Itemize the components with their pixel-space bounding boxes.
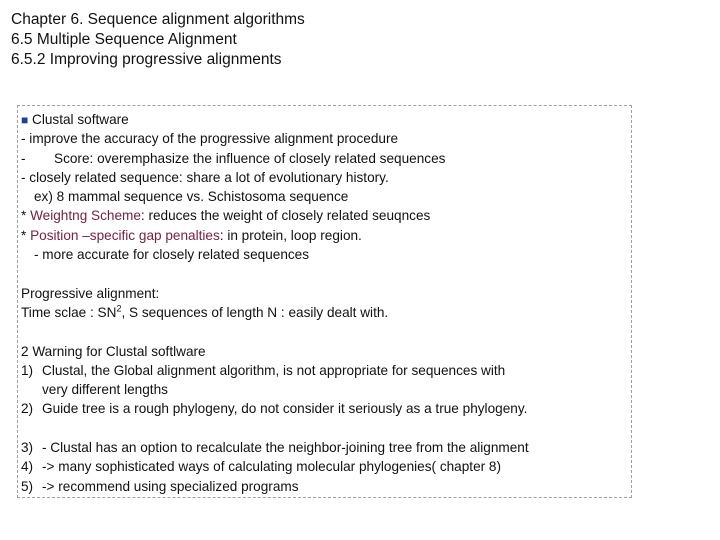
list-item: [21, 399, 529, 418]
time-scale-text: Time sclae : SN: [21, 304, 117, 320]
list-number: 2): [21, 401, 34, 417]
list-number: 3): [21, 440, 34, 456]
example-line: ex) 8 mammal sequence vs. Schistosoma sequence: [34, 189, 349, 205]
warning-heading: 2 Warning for Clustal softlware: [21, 343, 206, 359]
weighting-line: [21, 206, 529, 225]
chapter-title: Chapter 6. Sequence alignment algorithms: [11, 11, 305, 28]
score-text: Score: overemphasize the influence of closely related sequences: [54, 150, 446, 166]
progressive-heading: Progressive alignment:: [21, 285, 160, 301]
square-bullet-icon: ■: [21, 113, 29, 127]
time-scale-line: [21, 303, 529, 322]
list-item: [21, 477, 529, 496]
text-line: - more accurate for closely related sequences: [34, 247, 310, 263]
exponent: 2: [116, 303, 122, 314]
list-text: - Clustal has an option to recalculate the neighbor-joining tree from the alignment: [42, 440, 529, 456]
gap-penalty-term: Position –specific gap penalties: [30, 227, 220, 243]
text-line: - closely related sequence: share a lot of evolutionary history.: [21, 169, 389, 185]
list-item: [21, 457, 529, 476]
list-text: Clustal, the Global alignment algorithm, is not appropriate for sequences with: [42, 362, 506, 378]
clustal-title: Clustal software: [32, 112, 129, 127]
list-item: [21, 438, 529, 457]
time-scale-rest: , S sequences of length N : easily dealt with.: [121, 304, 389, 320]
content-body: [21, 110, 529, 496]
list-text: -> many sophisticated ways of calculating molecular phylogenies( chapter 8): [42, 459, 502, 475]
gap-penalty-description: : in protein, loop region.: [219, 227, 362, 243]
section-title: 6.5 Multiple Sequence Alignment: [11, 31, 237, 48]
list-text: Guide tree is a rough phylogeny, do not consider it seriously as a true phylogeny.: [42, 401, 528, 417]
weighting-description: : reduces the weight of closely related seuqnces: [140, 208, 431, 224]
gap-penalty-line: [21, 226, 529, 245]
list-item: [21, 361, 529, 380]
text-line: [21, 149, 529, 168]
text-line: - improve the accuracy of the progressive alignment procedure: [21, 131, 399, 147]
list-number: 5): [21, 478, 34, 494]
weighting-scheme-term: Weightng Scheme: [30, 208, 141, 224]
clustal-heading: [21, 110, 529, 129]
star-marker: *: [21, 227, 31, 243]
list-text: -> recommend using specialized programs: [42, 478, 299, 494]
subsection-title: 6.5.2 Improving progressive alignments: [11, 51, 282, 68]
dash-marker: -: [21, 150, 26, 166]
star-marker: *: [21, 208, 31, 224]
slide-title: [11, 10, 305, 70]
list-number: 1): [21, 362, 34, 378]
list-number: 4): [21, 459, 34, 475]
list-continuation: very different lengths: [42, 382, 168, 398]
